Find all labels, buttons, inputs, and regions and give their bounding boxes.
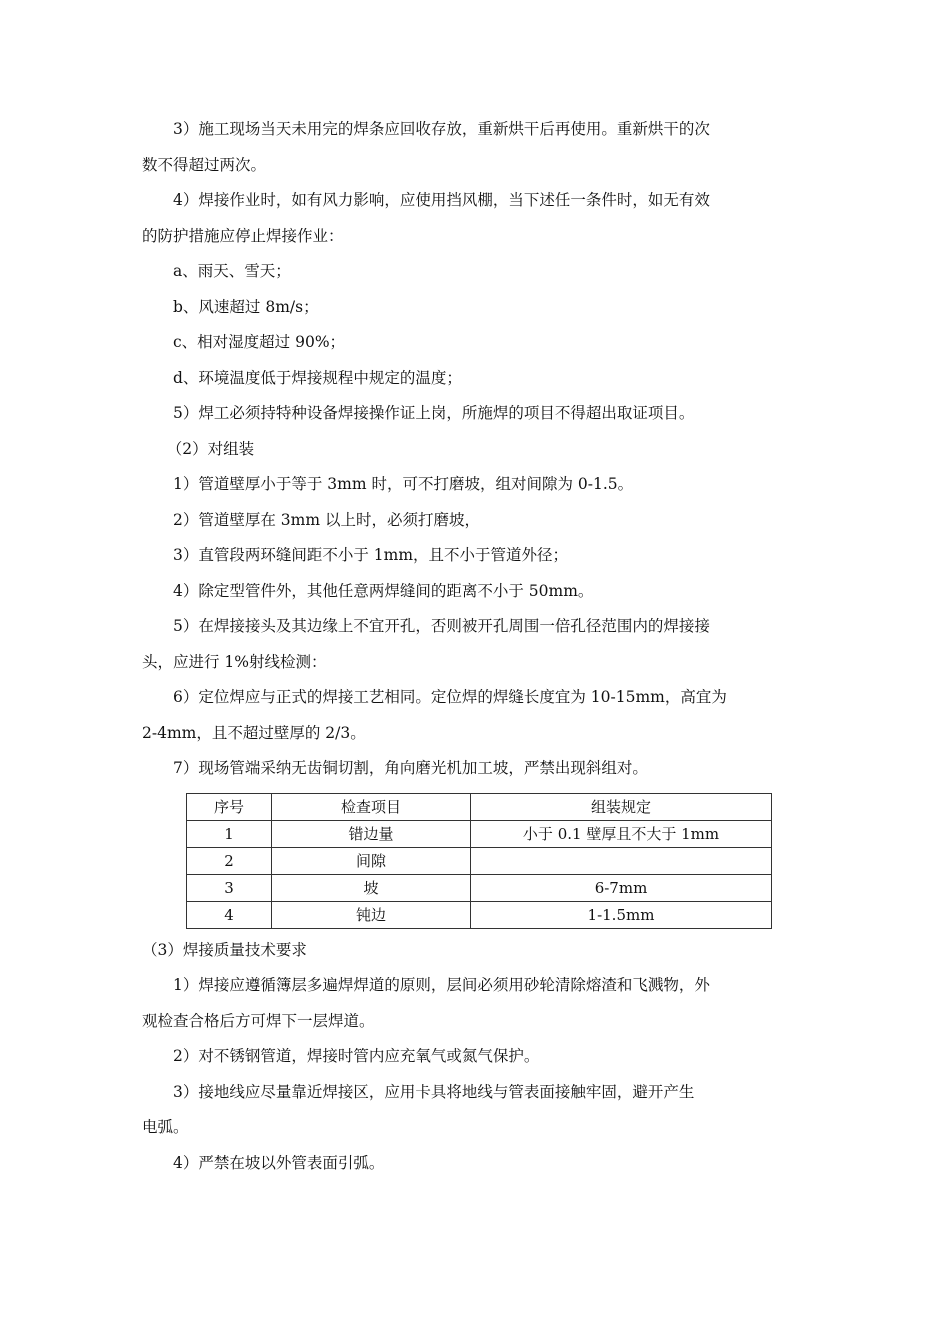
paragraph: 5）在焊接接头及其边缘上不宜开孔，否则被开孔周围一倍孔径范围内的焊接接 (173, 617, 710, 635)
table-row (187, 901, 772, 928)
table-cell: 4 (187, 901, 272, 928)
table-cell: 2 (187, 847, 272, 874)
paragraph: 3）直管段两环缝间距不小于 1mm，且不小于管道外径； (173, 546, 569, 564)
paragraph: 6）定位焊应与正式的焊接工艺相同。定位焊的焊缝长度宜为 10-15mm，高宜为 (173, 688, 727, 706)
table-cell: 小于 0.1 壁厚且不大于 1mm (471, 820, 772, 847)
table-row (187, 820, 772, 847)
table-header-row (187, 793, 772, 820)
table-row (187, 847, 772, 874)
table-cell: 1-1.5mm (471, 901, 772, 928)
paragraph: 3）施工现场当天未用完的焊条应回收存放，重新烘干后再使用。重新烘干的次 (173, 120, 710, 138)
paragraph: 4）除定型管件外，其他任意两焊缝间的距离不小于 50mm。 (173, 581, 594, 600)
table-cell: 坡 (272, 874, 471, 901)
paragraph-continuation: 电弧。 (142, 1118, 189, 1136)
table-cell: 6-7mm (471, 874, 772, 901)
paragraph-continuation: 数不得超过两次。 (142, 155, 267, 174)
paragraph: 2）对不锈钢管道，焊接时管内应充氧气或氮气保护。 (173, 1047, 540, 1065)
paragraph-continuation: 2-4mm，且不超过壁厚的 2/3。 (142, 723, 366, 742)
table-header-cell: 检查项目 (272, 793, 471, 820)
paragraphs-top (142, 112, 816, 432)
list-item: b、风速超过 8m/s； (173, 297, 319, 316)
paragraph-continuation: 头，应进行 1%射线检测： (142, 652, 327, 671)
document-page (142, 112, 816, 1181)
paragraph-continuation: 的防护措施应停止焊接作业： (142, 226, 344, 245)
paragraph: 4）焊接作业时，如有风力影响，应使用挡风棚，当下述任一条件时，如无有效 (173, 191, 710, 209)
table-cell: 1 (187, 820, 272, 847)
section-heading-3: （3）焊接质量技术要求 (142, 940, 307, 959)
paragraph: 1）焊接应遵循簿层多遍焊焊道的原则，层间必须用砂轮清除熔渣和飞溅物，外 (173, 976, 710, 994)
paragraph-continuation: 观检查合格后方可焊下一层焊道。 (142, 1011, 375, 1030)
table-header-cell: 组装规定 (471, 793, 772, 820)
paragraph: 3）接地线应尽量靠近焊接区，应用卡具将地线与管表面接触牢固，避开产生 (173, 1082, 695, 1101)
list-item: c、相对湿度超过 90%； (173, 333, 346, 351)
table-cell: 错边量 (272, 820, 471, 847)
paragraph: 1）管道壁厚小于等于 3mm 时，可不打磨坡，组对间隙为 0-1.5。 (173, 475, 634, 493)
paragraph: 5）焊工必须持特种设备焊接操作证上岗，所施焊的项目不得超出取证项目。 (173, 404, 695, 422)
table-cell: 3 (187, 874, 272, 901)
table-cell: 间隙 (272, 847, 471, 874)
table-row (187, 874, 772, 901)
paragraph: 4）严禁在坡以外管表面引弧。 (173, 1153, 385, 1172)
paragraph: 7）现场管端采纳无齿铜切割，角向磨光机加工坡，严禁出现斜组对。 (173, 759, 648, 777)
paragraphs-bottom (142, 968, 816, 1181)
list-item: d、环境温度低于焊接规程中规定的温度； (173, 368, 462, 387)
paragraphs-mid (142, 467, 816, 787)
paragraph: 2）管道壁厚在 3mm 以上时，必须打磨坡， (173, 510, 480, 529)
table-header-cell: 序号 (187, 793, 272, 820)
list-item: a、雨天、雪天； (173, 262, 291, 280)
table-cell: 钝边 (272, 901, 471, 928)
table-cell (471, 847, 772, 874)
assembly-spec-table (186, 793, 772, 929)
section-heading-2: （2）对组装 (166, 439, 255, 458)
